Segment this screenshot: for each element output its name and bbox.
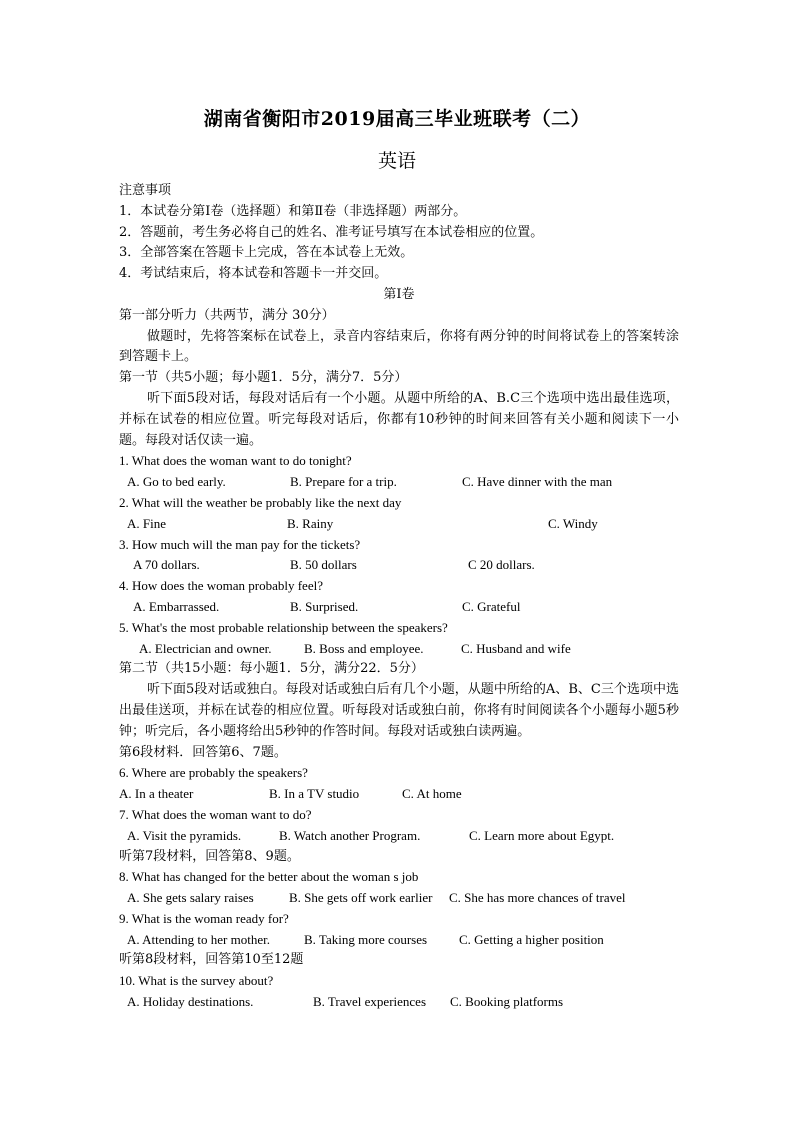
option-b: B. Surprised.: [290, 598, 359, 614]
option-b: B. She gets off work earlier: [289, 890, 433, 906]
question-4-options: [119, 597, 679, 618]
option-a: A 70 dollars.: [133, 557, 200, 573]
material-7-heading: 听第7段材料，回答第8、9题。: [119, 848, 300, 864]
question-5-options: [119, 639, 679, 660]
exam-title: 湖南省衡阳市2019届高三毕业班联考（二）: [203, 108, 591, 130]
question-8-options: [119, 888, 679, 909]
notice-item: 4．考试结束后，将本试卷和答题卡一并交回。: [119, 266, 388, 282]
question-3-options: [119, 555, 679, 576]
question-10-options: [119, 992, 679, 1013]
option-c: C. Getting a higher position: [459, 931, 604, 947]
option-a: A. Embarrassed.: [133, 598, 220, 614]
option-a: A. Go to bed early.: [127, 474, 226, 490]
option-c: C. Learn more about Egypt.: [469, 827, 615, 843]
option-b: B. Boss and employee.: [304, 640, 424, 656]
option-b: B. In a TV studio: [269, 786, 360, 802]
section2-instruction: 听下面5段对话或独白。每段对话或独白后有几个小题，从题中所给的A、B、C三个选项中选出最佳送项，并标在试卷的相应位置。听每段对话或独白前，你将有时间阅读各个小题每小题5秒钟；听完后，各小题将给出5秒钟的作答时间。每段对话或独白读两遍。: [119, 682, 679, 739]
part1-heading: 第一部分听力（共两节，满分 30分）: [119, 307, 335, 323]
question-7-options: [119, 826, 679, 847]
question-2: 2. What will the weather be probably like the next day: [119, 494, 402, 510]
exam-content: [119, 181, 679, 1013]
notice-item: 1．本试卷分第Ⅰ卷（选择题）和第Ⅱ卷（非选择题）两部分。: [119, 203, 467, 219]
option-a: A. Fine: [127, 515, 166, 531]
volume-heading: 第Ⅰ卷: [383, 286, 415, 302]
option-c: C. Have dinner with the man: [462, 474, 613, 490]
option-a: A. Attending to her mother.: [127, 931, 270, 947]
question-10: 10. What is the survey about?: [119, 973, 274, 989]
option-b: B. 50 dollars: [290, 557, 357, 573]
option-b: B. Prepare for a trip.: [290, 474, 397, 490]
question-8: 8. What has changed for the better about the woman s job: [119, 869, 419, 885]
option-c: C. She has more chances of travel: [449, 890, 626, 906]
option-b: B. Taking more courses: [304, 931, 428, 947]
option-a: A. Holiday destinations.: [127, 994, 254, 1010]
question-1: 1. What does the woman want to do tonight?: [119, 453, 352, 469]
section2-heading: 第二节（共15小题：每小题1．5分，满分22．5分）: [119, 661, 424, 677]
question-3: 3. How much will the man pay for the tickets?: [119, 536, 361, 552]
option-a: A. Visit the pyramids.: [127, 827, 242, 843]
question-1-options: [119, 472, 679, 493]
option-c: C. At home: [402, 786, 462, 802]
question-4: 4. How does the woman probably feel?: [119, 578, 323, 594]
option-c: C. Windy: [548, 515, 598, 531]
notice-heading: 注意事项: [119, 183, 172, 198]
option-c: C. Grateful: [462, 598, 521, 614]
question-5: 5. What's the most probable relationship between the speakers?: [119, 619, 448, 635]
question-2-options: [119, 514, 679, 535]
option-a: A. In a theater: [119, 786, 194, 802]
material-8-heading: 听第8段材料，回答第10至12题: [119, 952, 304, 968]
question-6-options: [119, 784, 679, 805]
option-a: A. She gets salary raises: [127, 890, 254, 906]
option-c: C. Booking platforms: [450, 994, 564, 1010]
option-c: C 20 dollars.: [468, 557, 535, 573]
section1-instruction: 听下面5段对话，每段对话后有一个小题。从题中所给的A、B.C三个选项中选出最佳选项，并标在试卷的相应位置。听完每段对话后，你都有10秒钟的时间来回答有关小题和阅读下一小题。每段对话仅读一遍。: [119, 390, 679, 448]
notice-item: 3．全部答案在答题卡上完成，答在本试卷上无效。: [119, 245, 414, 261]
section1-heading: 第一节（共5小题；每小题1．5分，满分7．5分）: [119, 370, 408, 386]
part1-instruction: 做题时，先将答案标在试卷上，录音内容结束后，你将有两分钟的时间将试卷上的答案转涂到答题卡上。: [119, 328, 679, 365]
exam-subject: 英语: [377, 150, 416, 172]
material-6-heading: 第6段材料．回答第6、7题。: [119, 744, 287, 760]
option-b: B. Travel experiences: [313, 994, 427, 1010]
question-7: 7. What does the woman want to do?: [119, 806, 312, 822]
question-6: 6. Where are probably the speakers?: [119, 765, 308, 781]
question-9-options: [119, 930, 679, 951]
notice-item: 2．答题前，考生务必将自己的姓名、准考证号填写在本试卷相应的位置。: [119, 224, 544, 240]
question-9: 9. What is the woman ready for?: [119, 910, 289, 926]
option-b: B. Watch another Program.: [279, 827, 421, 843]
option-b: B. Rainy: [287, 515, 334, 531]
option-a: A. Electrician and owner.: [139, 640, 272, 656]
option-c: C. Husband and wife: [461, 640, 571, 656]
